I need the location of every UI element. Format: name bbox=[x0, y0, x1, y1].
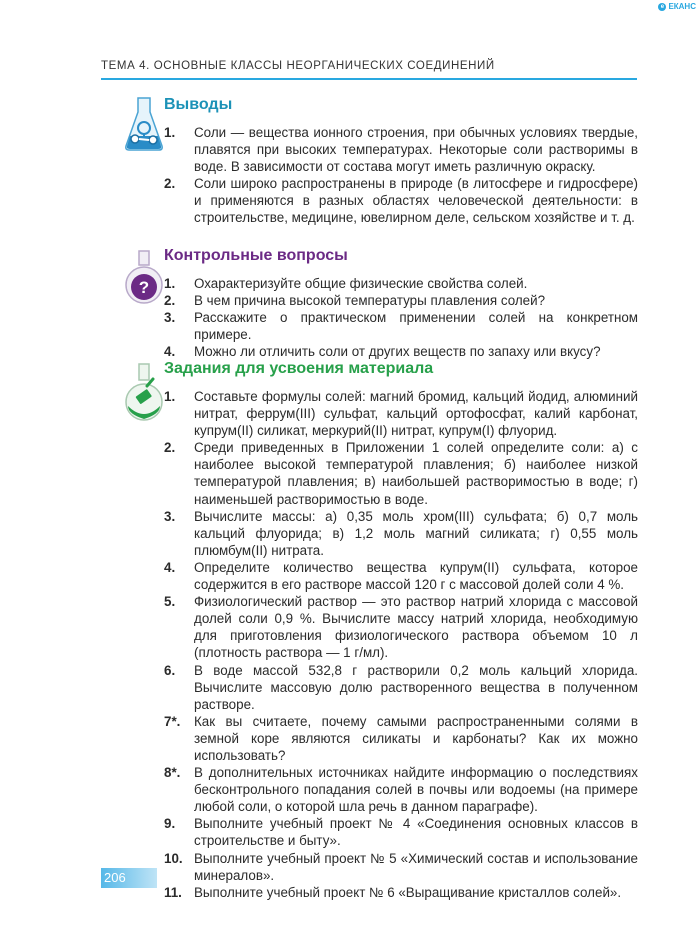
section-title-control-questions: Контрольные вопросы bbox=[164, 247, 348, 264]
page-number-badge bbox=[101, 868, 157, 888]
list-item: 1. Охарактеризуйте общие физические свойства солей. bbox=[164, 276, 528, 291]
list-item: 11. Выполните учебный проект № 6 «Выращивание кристаллов солей». bbox=[164, 884, 622, 900]
logo-text: ЕКАНС bbox=[668, 2, 696, 11]
control-questions-list bbox=[164, 275, 638, 360]
page-header bbox=[101, 58, 637, 80]
list-item: 10. Выполните учебный проект № 5 «Химический состав и использование минералов». bbox=[164, 850, 638, 883]
flask-question-icon bbox=[123, 249, 165, 305]
list-item: 2. В чем причина высокой температуры плавления солей? bbox=[164, 293, 546, 309]
list-item: 9. Выполните учебный проект № 4 «Соединения основных классов в строительстве и быту». bbox=[164, 816, 638, 849]
svg-text:?: ? bbox=[138, 278, 150, 297]
conclusions-list bbox=[164, 124, 638, 227]
section-title-tasks: Задания для усвоения материала bbox=[164, 360, 434, 377]
list-item: 4. Можно ли отличить соли от других веществ по запаху или вкусу? bbox=[164, 344, 601, 360]
list-item: 1. Соли — вещества ионного строения, при обычных условиях твердые, плавятся при высоких температурах. Некоторые соли растворимы в воде. В зависимости от состава могут иметь различную окраску. bbox=[164, 125, 638, 175]
list-item: 7*. Как вы считаете, почему самыми распространенными солями в земной коре являются силикаты и карбонаты? Как их можно использовать? bbox=[164, 713, 638, 763]
list-item: 2. Среди приведенных в Приложении 1 солей определите соли: а) с наиболее высокой температурой плавления; б) наиболее низкой температурой плавления; в) наибольшей растворимостью в воде; г) наименьшей растворимостью в воде. bbox=[164, 440, 638, 507]
list-item: 8*. В дополнительных источниках найдите информацию о последствиях бесконтрольного попадания солей в почвы или водоемы (на примере любой соли, о которой шла речь в данном параграфе). bbox=[164, 765, 638, 815]
tasks-list bbox=[164, 388, 638, 901]
flask-conclusions-icon bbox=[123, 96, 165, 152]
list-item: 3. Расскажите о практическом применении солей на конкретном примере. bbox=[164, 310, 638, 343]
publisher-logo bbox=[658, 2, 696, 11]
list-item: 5. Физиологический раствор — это раствор натрий хлорида с массовой долей соли 0,9 %. Вычислите массу натрий хлорида, необходимую для приготовления физиологического раствора объемом 10 л (плотность раствора — 1 г/мл). bbox=[164, 594, 638, 661]
list-item: 3. Вычислите массы: а) 0,35 моль хром(III) сульфата; б) 0,7 моль кальций флуорида; в) 1,2 моль магний силиката; г) 0,55 моль плюмбум(II) нитрата. bbox=[164, 508, 638, 558]
section-title-conclusions: Выводы bbox=[164, 96, 233, 113]
page-number: 206 bbox=[104, 870, 126, 885]
header-title: ТЕМА 4. ОСНОВНЫЕ КЛАССЫ НЕОРГАНИЧЕСКИХ СОЕДИНЕНИЙ bbox=[101, 60, 495, 72]
list-item: 6. В воде массой 532,8 г растворили 0,2 моль кальций хлорида. Вычислите массовую долю растворенного вещества в полученном растворе. bbox=[164, 662, 638, 712]
list-item: 1. Составьте формулы солей: магний бромид, кальций йодид, алюминий нитрат, феррум(III) сульфат, кальций ортофосфат, калий карбонат, купрум(II) силикат, меркурий(II) нитрат, купрум(I) флуорид. bbox=[164, 389, 638, 439]
logo-icon: e bbox=[658, 3, 666, 11]
list-item: 4. Определите количество вещества купрум(II) сульфата, которое содержится в его растворе массой 120 г с массовой долей соли 4 %. bbox=[164, 559, 638, 593]
flask-tasks-icon bbox=[123, 362, 165, 422]
list-item: 2. Соли широко распространены в природе (в литосфере и гидросфере) и применяются в разных областях человеческой деятельности: в строительстве, медицине, ювелирном деле, сельском хозяйстве и т. д. bbox=[164, 176, 638, 226]
